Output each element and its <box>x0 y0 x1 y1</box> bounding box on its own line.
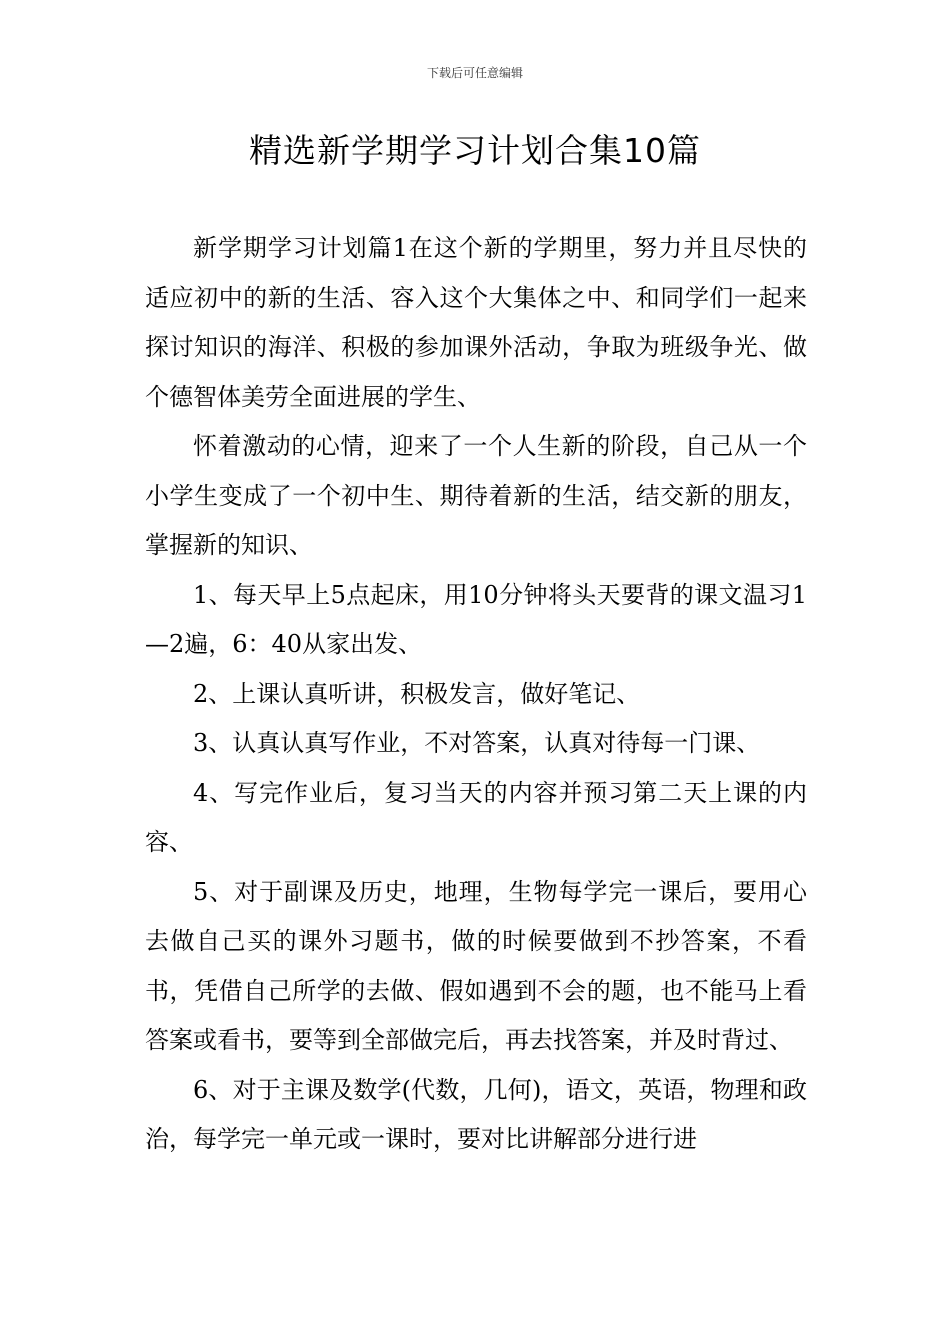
paragraph-item-1: 1、每天早上5点起床，用10分钟将头天要背的课文温习1—2遍，6：40从家出发、 <box>145 580 807 658</box>
paragraph-intro: 新学期学习计划篇1在这个新的学期里，努力并且尽快的适应初中的新的生活、容入这个大集体之中、和同学们一起来探讨知识的海洋、积极的参加课外活动，争取为班级争光、做个德智体美劳全面进展的学生、 <box>145 234 807 411</box>
paragraph-item-6: 6、对于主课及数学(代数，几何)，语文，英语，物理和政治，每学完一单元或一课时，要对比讲解部分进行进 <box>145 1075 807 1153</box>
paragraph-item-5: 5、对于副课及历史，地理，生物每学完一课后，要用心去做自己买的课外习题书，做的时候要做到不抄答案，不看书，凭借自己所学的去做、假如遇到不会的题，也不能马上看答案或看书，要等到全部做完后，再去找答案，并及时背过、 <box>145 877 807 1054</box>
paragraph-feelings: 怀着激动的心情，迎来了一个人生新的阶段，自己从一个小学生变成了一个初中生、期待着新的生活，结交新的朋友，掌握新的知识、 <box>145 432 807 559</box>
header-note: 下载后可任意编辑 <box>426 66 523 80</box>
paragraph-item-3: 3、认真认真写作业，不对答案，认真对待每一门课、 <box>193 729 761 757</box>
paragraph-item-4: 4、写完作业后，复习当天的内容并预习第二天上课的内容、 <box>145 778 807 856</box>
paragraph-item-2: 2、上课认真听讲，积极发言，做好笔记、 <box>193 679 641 708</box>
document-title: 精选新学期学习计划合集10篇 <box>249 131 701 170</box>
document-body <box>145 224 807 1165</box>
